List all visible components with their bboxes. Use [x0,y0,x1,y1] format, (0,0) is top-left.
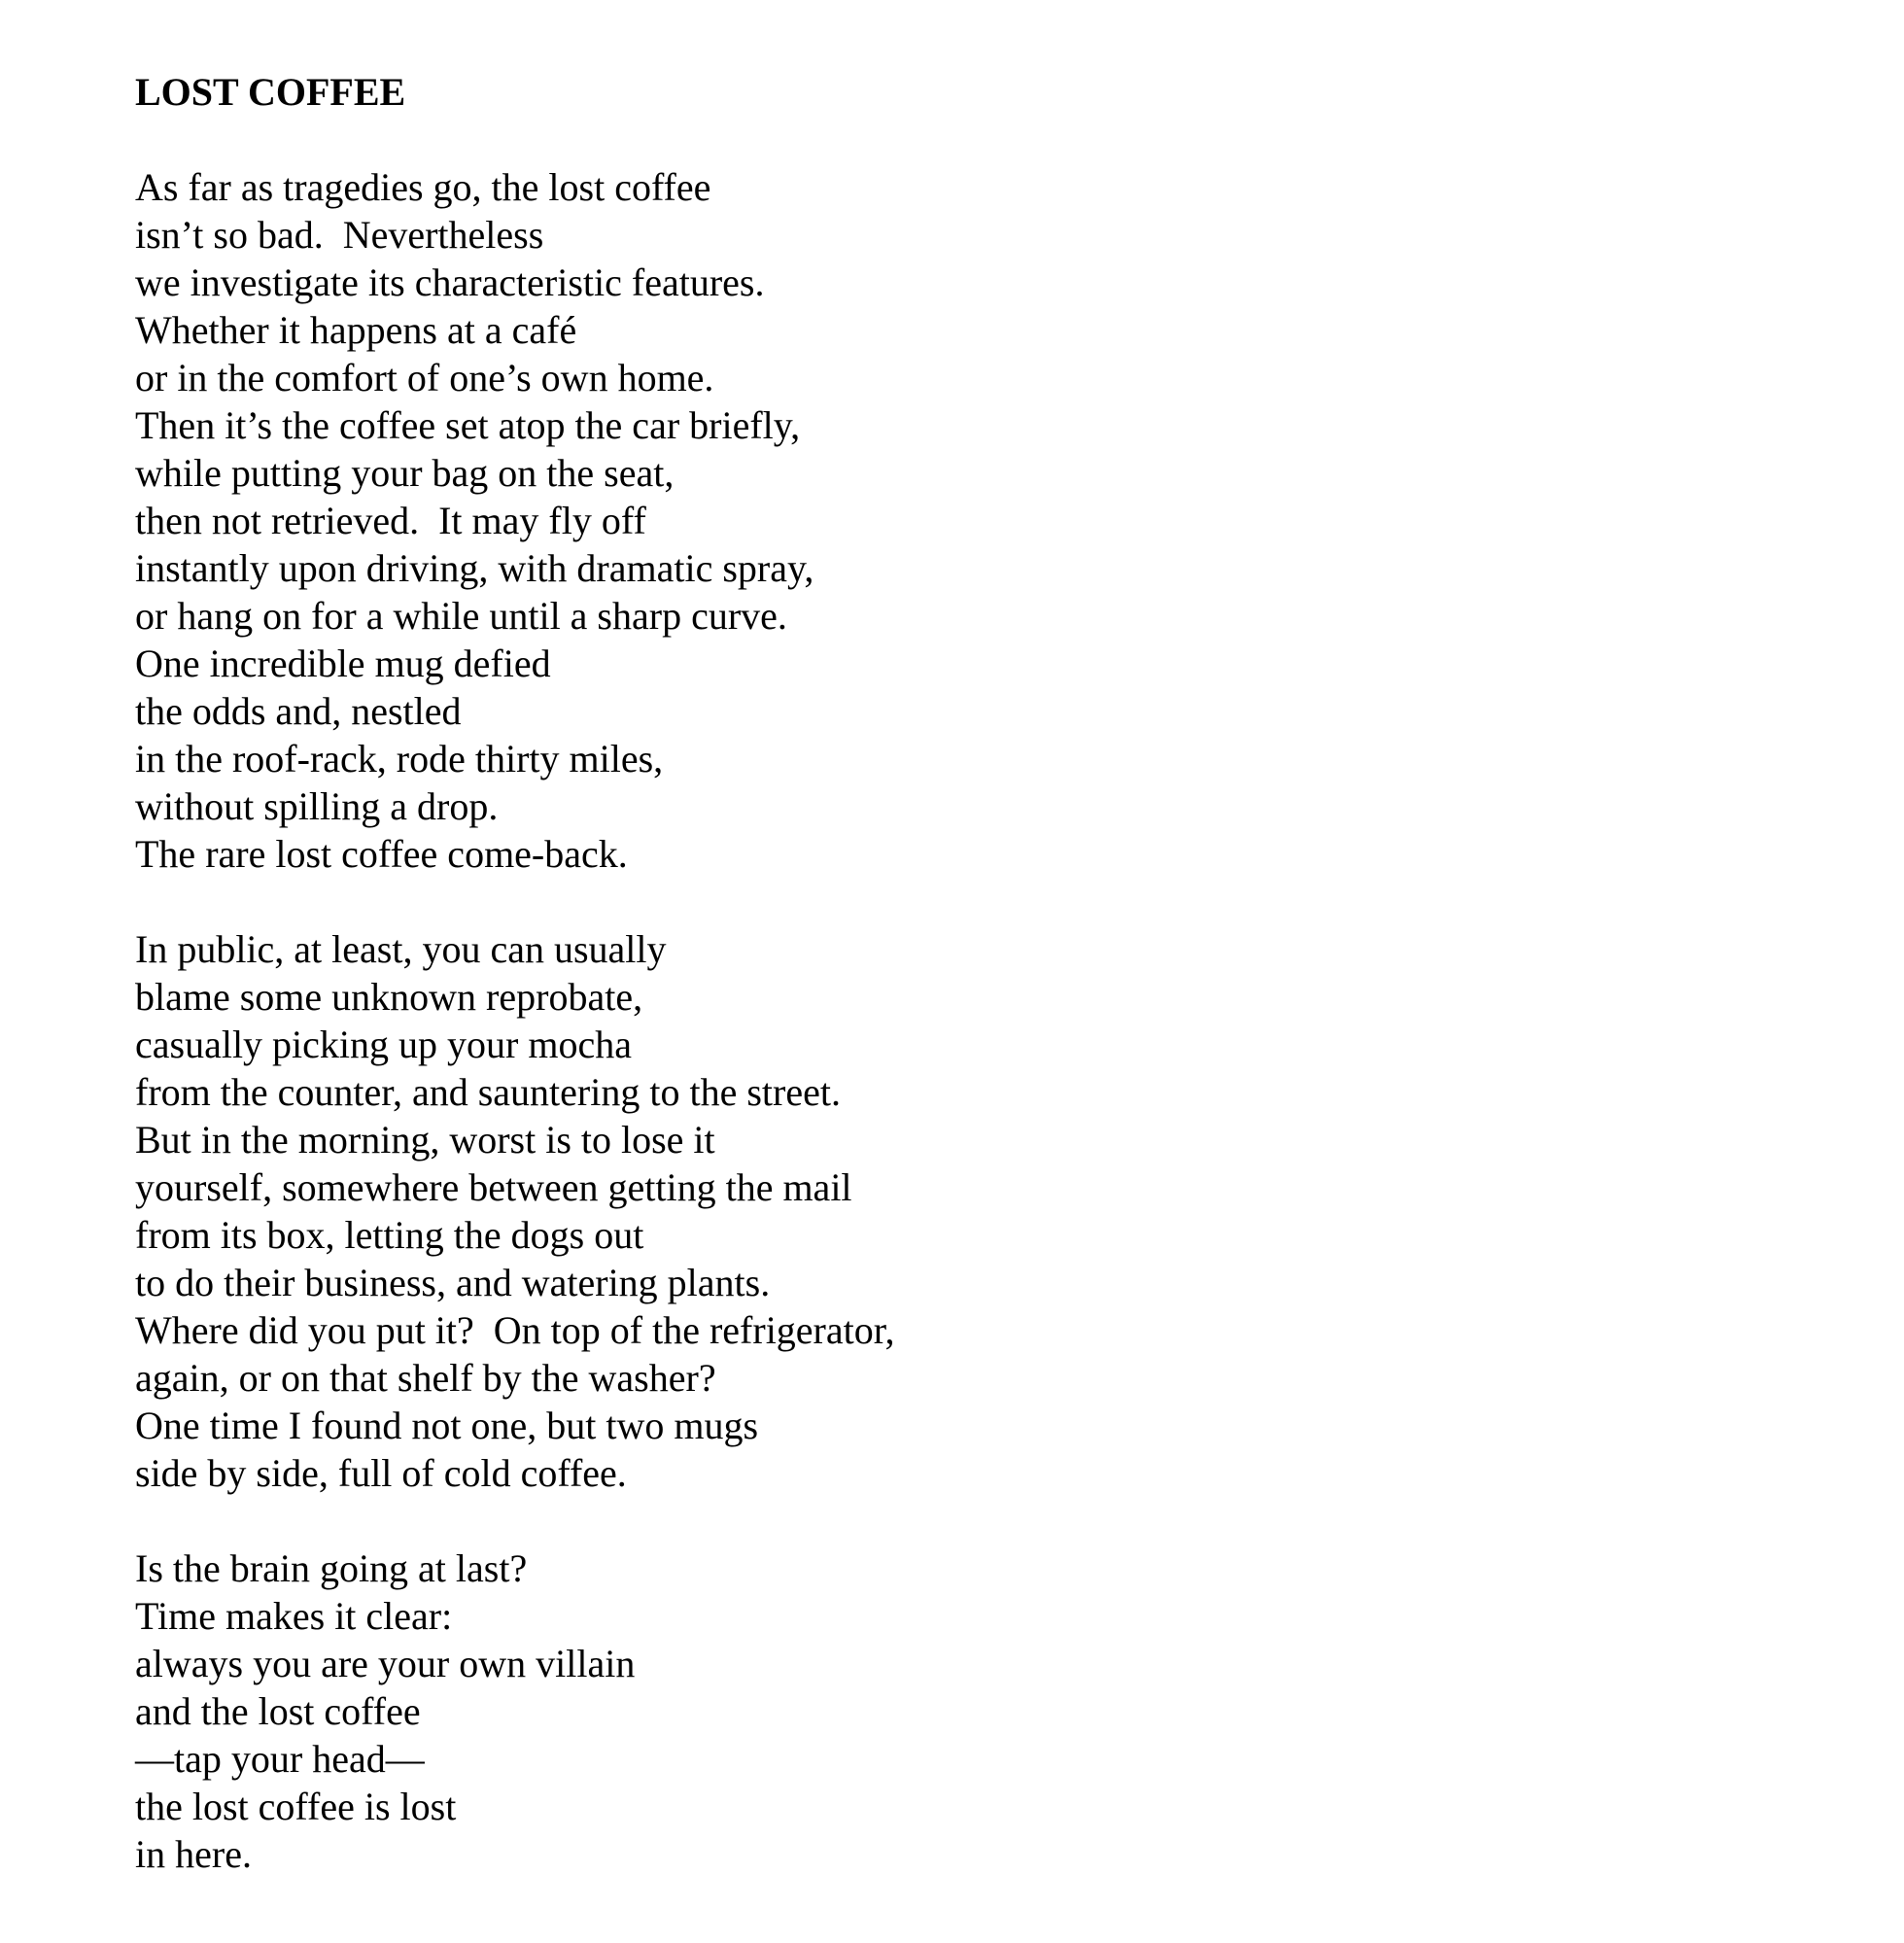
poem-line: from its box, letting the dogs out [135,1213,644,1257]
poem-line: As far as tragedies go, the lost coffee [135,165,711,209]
poem-line: we investigate its characteristic features. [135,260,765,304]
poem-line: always you are your own villain [135,1642,636,1685]
poem-line: blame some unknown reprobate, [135,975,643,1019]
stanza-2 [135,925,1593,1497]
poem-title: LOST COFFEE [135,70,406,114]
poem-line: instantly upon driving, with dramatic spray, [135,546,814,590]
poem-line: the odds and, nestled [135,689,462,733]
poem-line: One incredible mug defied [135,642,551,685]
poem-line: yourself, somewhere between getting the mail [135,1165,852,1209]
poem-line: casually picking up your mocha [135,1023,632,1066]
stanza-gap [135,116,1593,163]
poem-line: The rare lost coffee come-back. [135,832,628,876]
poem-line: One time I found not one, but two mugs [135,1404,759,1447]
poem-line: in the roof-rack, rode thirty miles, [135,737,664,781]
poem-line: side by side, full of cold coffee. [135,1451,627,1495]
poem-line: Time makes it clear: [135,1594,453,1638]
poem [135,68,1593,1878]
poem-line: —tap your head— [135,1737,425,1781]
poem-line: But in the morning, worst is to lose it [135,1118,715,1162]
poem-line: Whether it happens at a café [135,308,577,352]
poem-line: Is the brain going at last? [135,1546,528,1590]
poem-line: Where did you put it? On top of the refrigerator, [135,1308,895,1352]
poem-line: while putting your bag on the seat, [135,451,675,495]
poem-line: in here. [135,1832,252,1876]
stanza-gap [135,1497,1593,1544]
stanza-1 [135,163,1593,878]
poem-line: or hang on for a while until a sharp curve. [135,594,787,638]
poem-body [135,163,1593,1878]
poem-line: or in the comfort of one’s own home. [135,356,714,399]
stanza-gap [135,878,1593,925]
poem-line: the lost coffee is lost [135,1785,457,1828]
poem-line: and the lost coffee [135,1689,421,1733]
poem-line: then not retrieved. It may fly off [135,499,646,542]
poem-line: without spilling a drop. [135,784,499,828]
poem-line: In public, at least, you can usually [135,927,667,971]
stanza-3 [135,1544,1593,1878]
poem-line: to do their business, and watering plants. [135,1261,771,1304]
poem-line: Then it’s the coffee set atop the car briefly, [135,403,801,447]
poem-line: from the counter, and sauntering to the street. [135,1070,841,1114]
poem-line: again, or on that shelf by the washer? [135,1356,716,1400]
poem-line: isn’t so bad. Nevertheless [135,213,544,257]
